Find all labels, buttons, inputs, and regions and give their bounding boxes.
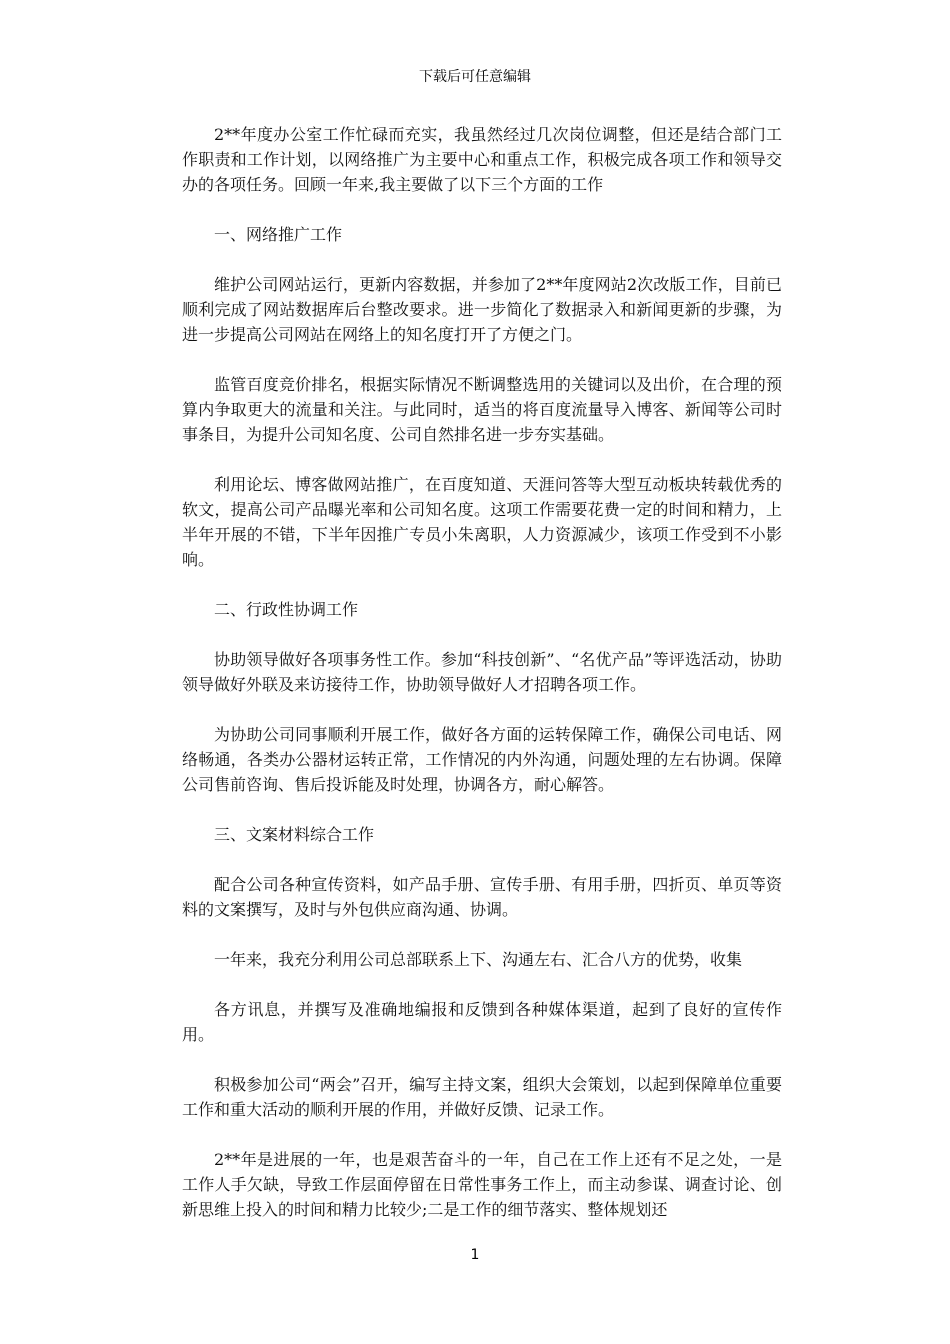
paragraph-baidu-bidding: 监管百度竞价排名，根据实际情况不断调整选用的关键词以及出价，在合理的预算内争取更大的流量和关注。与此同时，适当的将百度流量导入博客、新闻等公司时事条目，为提升公司知名度、公司自然排名进一步夯实基础。 xyxy=(182,375,782,444)
paragraph-operations-support: 为协助公司同事顺利开展工作，做好各方面的运转保障工作，确保公司电话、网络畅通，各类办公器材运转正常，工作情况的内外沟通，问题处理的左右协调。保障公司售前咨询、售后投诉能及时处理，协调各方，耐心解答。 xyxy=(182,725,782,794)
section-heading-network-promotion: 一、网络推广工作 xyxy=(214,225,343,244)
section-heading-copywriting: 三、文案材料综合工作 xyxy=(214,825,375,844)
document-body xyxy=(182,122,782,1247)
paragraph-meetings: 积极参加公司“两会”召开，编写主持文案，组织大会策划，以起到保障单位重要工作和重大活动的顺利开展的作用，并做好反馈、记录工作。 xyxy=(182,1075,782,1119)
paragraph-media-reporting: 各方讯息，并撰写及准确地编报和反馈到各种媒体渠道，起到了良好的宣传作用。 xyxy=(182,1000,782,1044)
paragraph-assist-leadership: 协助领导做好各项事务性工作。参加“科技创新”、“名优产品”等评选活动，协助领导做好外联及来访接待工作，协助领导做好人才招聘各项工作。 xyxy=(182,650,782,694)
section-heading-admin-coordination: 二、行政性协调工作 xyxy=(214,600,359,619)
paragraph-closing-summary: 2**年是进展的一年，也是艰苦奋斗的一年，自己在工作上还有不足之处，一是工作人手欠缺，导致工作层面停留在日常性事务工作上，而主动参谋、调查讨论、创新思维上投入的时间和精力比较少;二是工作的细节落实、整体规划还 xyxy=(182,1150,782,1219)
paragraph-promo-materials: 配合公司各种宣传资料，如产品手册、宣传手册、有用手册，四折页、单页等资料的文案撰写，及时与外包供应商沟通、协调。 xyxy=(182,875,782,919)
page-number: 1 xyxy=(470,1247,480,1263)
intro-paragraph: 2**年度办公室工作忙碌而充实，我虽然经过几次岗位调整，但还是结合部门工作职责和工作计划，以网络推广为主要中心和重点工作，积极完成各项工作和领导交办的各项任务。回顾一年来,我主要做了以下三个方面的工作 xyxy=(182,125,782,194)
paragraph-forum-promotion: 利用论坛、博客做网站推广，在百度知道、天涯问答等大型互动板块转载优秀的软文，提高公司产品曝光率和公司知名度。这项工作需要花费一定的时间和精力，上半年开展的不错，下半年因推广专员小朱离职，人力资源减少，该项工作受到不小影响。 xyxy=(182,475,782,569)
page-header: 下载后可任意编辑 xyxy=(419,69,531,85)
paragraph-information-gathering: 一年来，我充分利用公司总部联系上下、沟通左右、汇合八方的优势，收集 xyxy=(214,950,743,969)
paragraph-website-maintenance: 维护公司网站运行，更新内容数据，并参加了2**年度网站2次改版工作，目前已顺利完成了网站数据库后台整改要求。进一步简化了数据录入和新闻更新的步骤，为进一步提高公司网站在网络上的知名度打开了方便之门。 xyxy=(182,275,782,344)
